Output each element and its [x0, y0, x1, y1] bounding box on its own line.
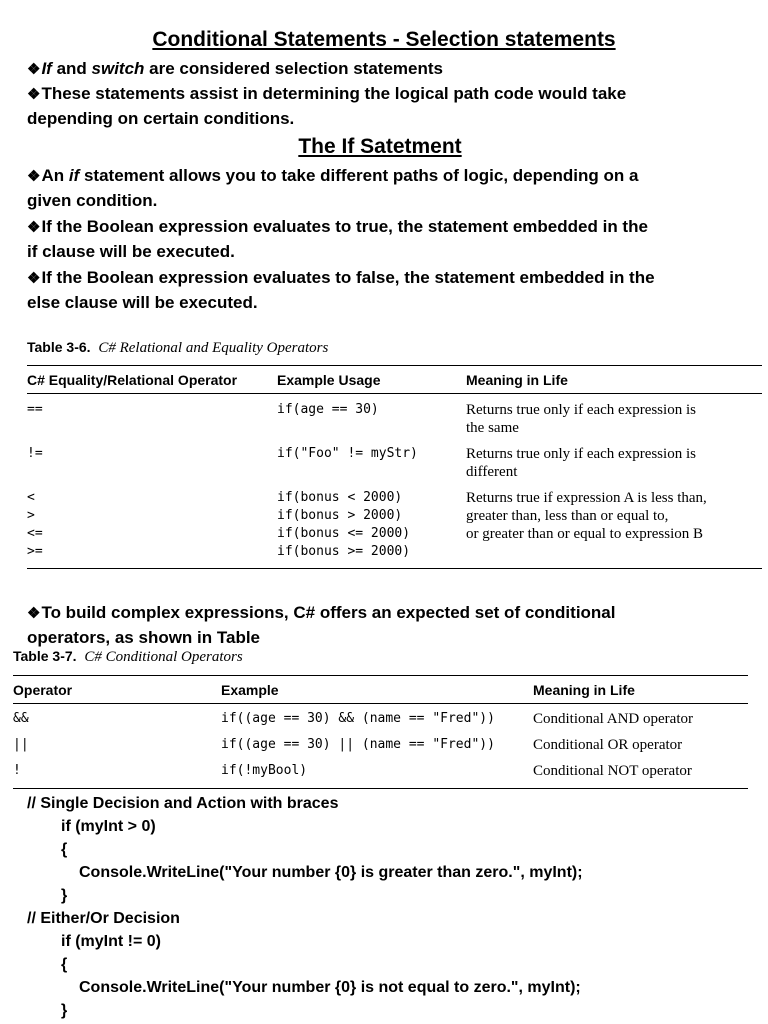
table1-group-op: >=	[27, 544, 43, 559]
bullet-icon: ❖	[27, 61, 41, 78]
table1-group-example: if(bonus < 2000)	[277, 490, 403, 505]
code-line: {	[61, 956, 68, 973]
table2-caption-title: C# Conditional Operators	[84, 649, 243, 665]
if-text: statement allows you to take different paths of logic, depending on a	[79, 166, 639, 185]
if-text: If the Boolean expression evaluates to true, the statement embedded in the	[41, 217, 648, 236]
if-bullet-1	[27, 163, 757, 190]
table1-header-rule	[27, 393, 762, 394]
table1-group-example: if(bonus > 2000)	[277, 508, 403, 523]
table2-row3-example: if(!myBool)	[221, 763, 308, 778]
table2-top-rule	[13, 675, 748, 676]
complex-bullet	[27, 600, 757, 627]
table1-row1-example: if(age == 30)	[277, 402, 379, 417]
table1-row2-meaning-2: different	[466, 464, 518, 480]
intro-bullet-2	[27, 81, 757, 108]
code-line: if (myInt > 0)	[61, 818, 156, 835]
keyword-if: If	[41, 59, 52, 78]
bullet-icon: ❖	[27, 168, 41, 185]
complex-bullet-cont: operators, as shown in Table	[27, 628, 261, 647]
keyword-switch: switch	[91, 59, 145, 78]
table1-top-rule	[27, 365, 762, 366]
if-text: If the Boolean expression evaluates to false, the statement embedded in the	[41, 268, 655, 287]
table1-row2-meaning-1: Returns true only if each expression is	[466, 446, 696, 462]
table2-row2-meaning: Conditional OR operator	[533, 737, 683, 753]
table2-row1-meaning: Conditional AND operator	[533, 711, 693, 727]
table2-caption-num: Table 3-7.	[13, 648, 77, 664]
intro-text: and	[51, 59, 92, 78]
table1-group-meaning: Returns true if expression A is less than,	[466, 490, 707, 506]
table2-bottom-rule	[13, 788, 748, 789]
table2-row3-meaning: Conditional NOT operator	[533, 763, 692, 779]
table1-bottom-rule	[27, 568, 762, 569]
table2-header-example: Example	[221, 682, 279, 698]
code-line: Console.WriteLine("Your number {0} is greater than zero.", myInt);	[79, 864, 583, 881]
table1-group-op: <=	[27, 526, 43, 541]
bullet-icon: ❖	[27, 270, 41, 287]
table1-group-meaning: greater than, less than or equal to,	[466, 508, 669, 524]
table1-group-example: if(bonus >= 2000)	[277, 544, 411, 559]
intro-bullet-2-cont: depending on certain conditions.	[27, 109, 295, 128]
table2-header-operator: Operator	[13, 682, 73, 698]
table1-row1-op: ==	[27, 402, 43, 417]
code-comment: // Either/Or Decision	[27, 910, 180, 927]
table2-row1-example: if((age == 30) && (name == "Fred"))	[221, 711, 495, 726]
table1-header-meaning: Meaning in Life	[466, 372, 568, 388]
if-bullet-1-cont: given condition.	[27, 191, 158, 210]
keyword-if: if	[68, 166, 80, 185]
table1-row1-meaning-2: the same	[466, 420, 519, 436]
table1-row2-op: !=	[27, 446, 43, 461]
code-line: Console.WriteLine("Your number {0} is not equal to zero.", myInt);	[79, 979, 581, 996]
if-bullet-2-cont: if clause will be executed.	[27, 242, 235, 261]
table1-header-operator: C# Equality/Relational Operator	[27, 372, 238, 388]
section-title-if: The If Satetment	[298, 135, 462, 158]
code-line: }	[61, 1002, 68, 1019]
table2-row1-op: &&	[13, 711, 29, 726]
if-bullet-2	[27, 214, 757, 241]
table2-row3-op: !	[13, 763, 21, 778]
table1-group-example: if(bonus <= 2000)	[277, 526, 411, 541]
complex-text: To build complex expressions, C# offers an expected set of conditional	[41, 603, 616, 622]
if-bullet-3-cont: else clause will be executed.	[27, 293, 258, 312]
bullet-icon: ❖	[27, 605, 41, 622]
if-bullet-3	[27, 265, 757, 292]
table2-row2-op: ||	[13, 737, 29, 752]
page-title: Conditional Statements - Selection statements	[152, 28, 616, 51]
table1-caption-title: C# Relational and Equality Operators	[98, 340, 329, 356]
code-line: {	[61, 841, 68, 858]
if-text: An	[41, 166, 69, 185]
table2-caption	[13, 648, 243, 666]
table1-group-op: <	[27, 490, 35, 505]
table1-caption	[27, 339, 328, 357]
code-line: }	[61, 887, 68, 904]
bullet-icon: ❖	[27, 86, 41, 103]
table1-caption-num: Table 3-6.	[27, 339, 91, 355]
table2-header-meaning: Meaning in Life	[533, 682, 635, 698]
intro-text: These statements assist in determining the logical path code would take	[41, 84, 627, 103]
intro-bullet-1	[27, 56, 757, 83]
table1-group-meaning: or greater than or equal to expression B	[466, 526, 704, 542]
table2-row2-example: if((age == 30) || (name == "Fred"))	[221, 737, 495, 752]
code-comment: // Single Decision and Action with braces	[27, 795, 339, 812]
table2-header-rule	[13, 703, 748, 704]
table1-group-op: >	[27, 508, 35, 523]
table1-row2-example: if("Foo" != myStr)	[277, 446, 418, 461]
code-line: if (myInt != 0)	[61, 933, 162, 950]
table1-header-example: Example Usage	[277, 372, 381, 388]
table1-row1-meaning-1: Returns true only if each expression is	[466, 402, 696, 418]
bullet-icon: ❖	[27, 219, 41, 236]
intro-text: are considered selection statements	[144, 59, 443, 78]
